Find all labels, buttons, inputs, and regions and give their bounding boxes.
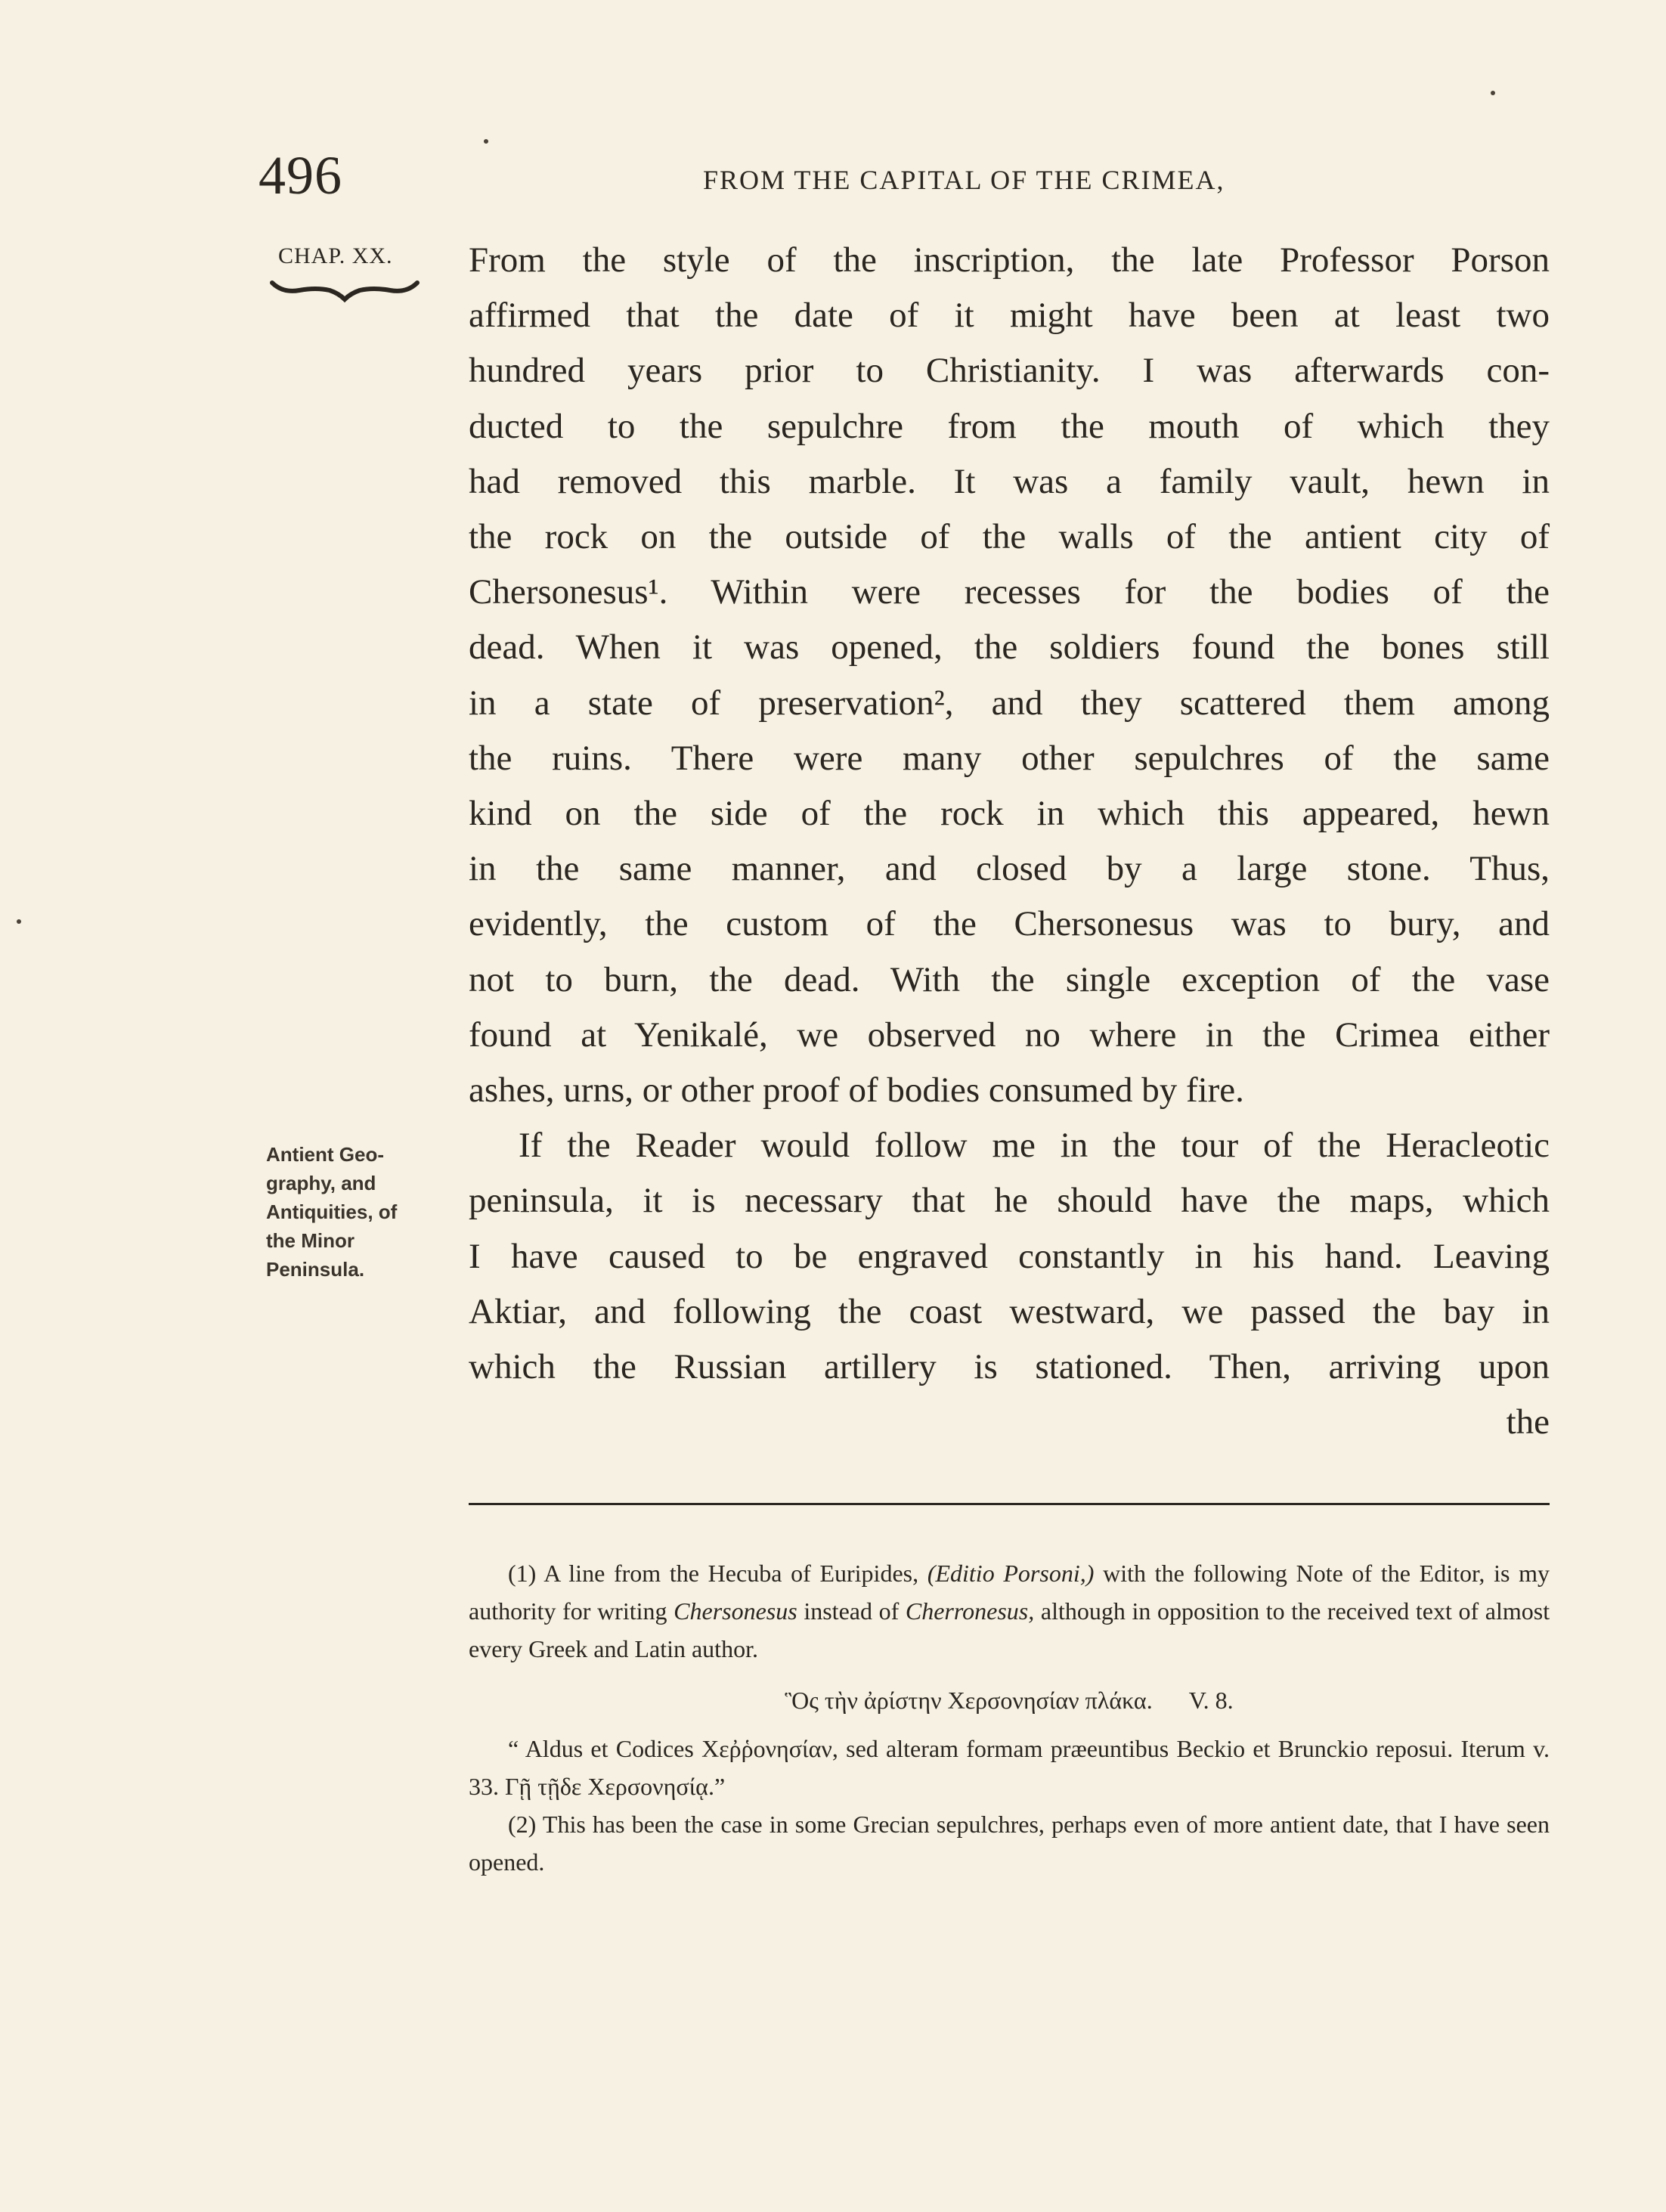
paper-speck — [484, 139, 488, 144]
body-line: not to burn, the dead. With the single exception of the vase — [469, 959, 1550, 999]
body-line: Chersonesus¹. Within were recesses for the bodies of the — [469, 572, 1550, 612]
footnote-2 — [469, 1805, 1550, 1881]
body-line: the ruins. There were many other sepulchres of the same — [469, 738, 1550, 778]
footnote-1-word-chersonesus: Chersonesus — [674, 1597, 797, 1625]
greek-verse-ref: V. 8. — [1188, 1687, 1234, 1714]
footnote-1-editor-note: “ Aldus et Codices Χεῤῥονησίαν, sed alteram formam præeuntibus Beckio et Brunckio reposui. Iterum v. 33. Γῇ τῇδε Χερσονησίᾳ.” — [469, 1735, 1550, 1800]
body-line: peninsula, it is necessary that he should have the maps, which — [469, 1181, 1550, 1221]
running-head: FROM THE CAPITAL OF THE CRIMEA, — [703, 165, 1225, 195]
footnote-1-text-a: A line from the Hecuba of Euripides, — [543, 1560, 919, 1587]
body-line: Aktiar, and following the coast westward, we passed the bay in — [469, 1291, 1550, 1331]
catchword: the — [1506, 1402, 1550, 1442]
body-line: If the Reader would follow me in the tour of the Heracleotic — [519, 1126, 1550, 1166]
sidenote-line: Antiquities, of — [266, 1200, 398, 1223]
footnote-1-marker: (1) — [508, 1560, 537, 1587]
body-line: ducted to the sepulchre from the mouth of which they — [469, 406, 1550, 446]
body-line: had removed this marble. It was a family vault, hewn in — [469, 461, 1550, 501]
margin-sidenote — [266, 1140, 444, 1284]
paper-speck — [1491, 91, 1495, 95]
body-line: ashes, urns, or other proof of bodies consumed by fire. — [469, 1070, 1244, 1111]
footnote-2-marker: (2) — [508, 1811, 537, 1838]
footnote-greek-quotation — [469, 1681, 1550, 1719]
footnote-1-text-b: with the following Note of the Editor, is my authority for writing — [469, 1560, 1550, 1625]
footnote-1-text-d: although in opposition to the received text of almost every Greek and Latin author. — [469, 1597, 1550, 1662]
page-number: 496 — [259, 145, 342, 206]
greek-line: Ὃς τὴν ἀρίστην Χερσονησίαν πλάκα. — [785, 1687, 1153, 1714]
footnotes — [469, 1554, 1550, 1881]
body-line: found at Yenikalé, we observed no where in the Crimea either — [469, 1015, 1550, 1055]
chapter-label: CHAP. XX. — [278, 243, 393, 268]
body-text — [469, 233, 1550, 1450]
sidenote-line: Antient Geo- — [266, 1143, 384, 1166]
body-line: affirmed that the date of it might have been at least two — [469, 296, 1550, 336]
paper-speck — [17, 919, 21, 924]
sidenote-line: Peninsula. — [266, 1258, 365, 1281]
footnote-rule — [469, 1503, 1550, 1505]
body-line: the rock on the outside of the walls of the antient city of — [469, 517, 1550, 557]
body-line: I have caused to be engraved constantly in his hand. Leaving — [469, 1236, 1550, 1276]
body-line: kind on the side of the rock in which this appeared, hewn — [469, 794, 1550, 834]
body-line: From the style of the inscription, the late Professor Porson — [469, 240, 1550, 280]
footnote-2-text: This has been the case in some Grecian sepulchres, perhaps even of more antient date, that I have seen opened. — [469, 1811, 1550, 1876]
body-line: which the Russian artillery is stationed. Then, arriving upon — [469, 1347, 1550, 1387]
sidenote-line: the Minor — [266, 1229, 355, 1252]
footnote-1-word-cherronesus: Cherronesus, — [905, 1597, 1035, 1625]
footnote-1 — [469, 1554, 1550, 1668]
sidenote-line: graphy, and — [266, 1172, 376, 1194]
body-line: evidently, the custom of the Chersonesus was to bury, and — [469, 904, 1550, 944]
body-line: in a state of preservation², and they scattered them among — [469, 683, 1550, 723]
chapter-ornament — [269, 275, 420, 302]
body-line: hundred years prior to Christianity. I was afterwards con- — [469, 351, 1550, 391]
body-line: dead. When it was opened, the soldiers found the bones still — [469, 627, 1550, 668]
body-line: in the same manner, and closed by a large stone. Thus, — [469, 849, 1550, 889]
footnote-1-edition: (Editio Porsoni,) — [927, 1560, 1095, 1587]
footnote-1-text-c: instead of — [804, 1597, 900, 1625]
